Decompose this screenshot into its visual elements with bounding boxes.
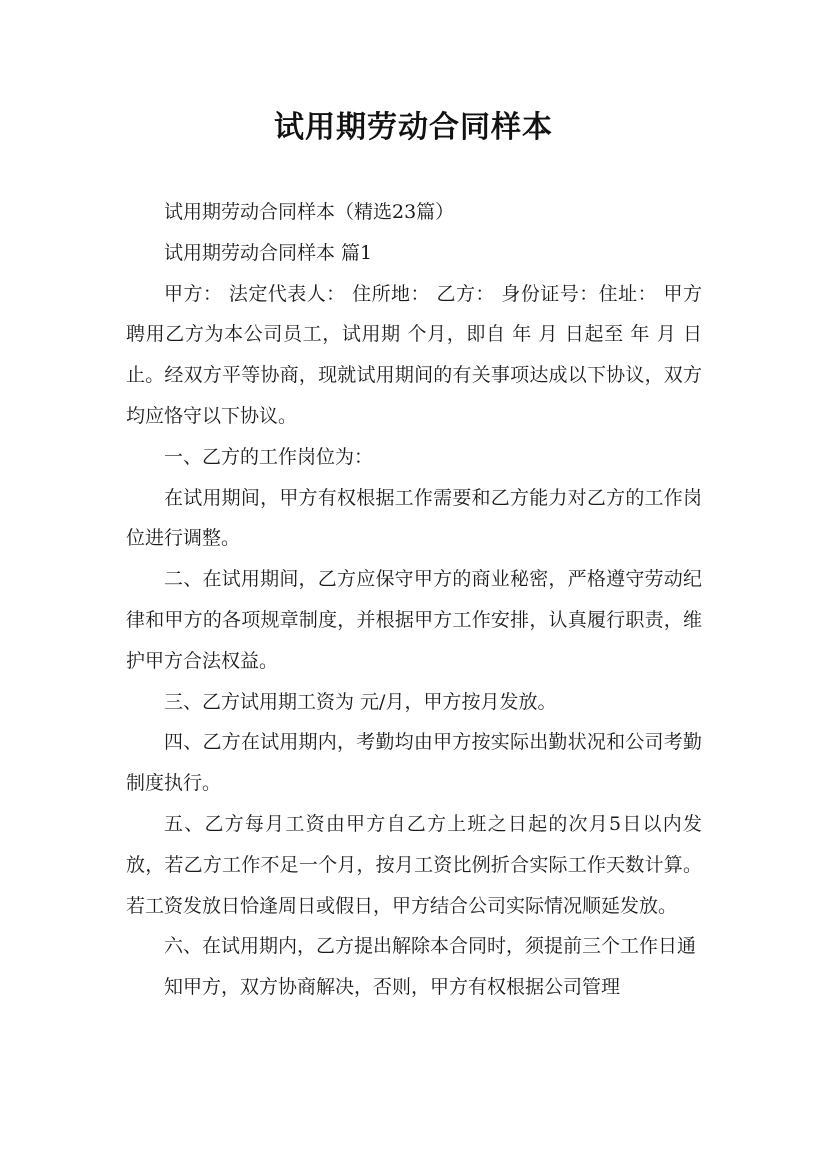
paragraph-clause-1: 一、乙方的工作岗位为：	[164, 445, 374, 468]
paragraph-subtitle: 试用期劳动合同样本（精选23篇）	[164, 201, 455, 223]
paragraph-parties: 甲方： 法定代表人： 住所地： 乙方： 身份证号：住址： 甲方聘用乙方为本公司员工，试用期 个月，即自 年 月 日起至 年 月 日止。经双方平等协商，现就试用期间的有关事项达成以下协议，双方均应恪守以下协议。	[126, 282, 702, 427]
paragraph-clause-6-continued: 知甲方，双方协商解决，否则，甲方有权根据公司管理	[164, 976, 621, 999]
paragraph-clause-3: 三、乙方试用期工资为 元/月，甲方按月发放。	[164, 690, 557, 713]
document-body	[126, 192, 702, 1008]
paragraph-clause-1-detail: 在试用期间，甲方有权根据工作需要和乙方能力对乙方的工作岗位进行调整。	[126, 486, 702, 550]
paragraph-clause-4: 四、乙方在试用期内，考勤均由甲方按实际出勤状况和公司考勤制度执行。	[126, 731, 702, 795]
paragraph-clause-2: 二、在试用期间，乙方应保守甲方的商业秘密，严格遵守劳动纪律和甲方的各项规章制度，并根据甲方工作安排，认真履行职责，维护甲方合法权益。	[126, 568, 702, 672]
document-title: 试用期劳动合同样本	[274, 110, 553, 145]
paragraph-section-heading: 试用期劳动合同样本 篇1	[164, 241, 373, 264]
paragraph-clause-6: 六、在试用期内，乙方提出解除本合同时，须提前三个工作日通	[164, 935, 697, 958]
paragraph-clause-5: 五、乙方每月工资由甲方自乙方上班之日起的次月5日以内发放，若乙方工作不足一个月，按月工资比例折合实际工作天数计算。若工资发放日恰逢周日或假日，甲方结合公司实际情况顺延发放。	[126, 812, 702, 917]
